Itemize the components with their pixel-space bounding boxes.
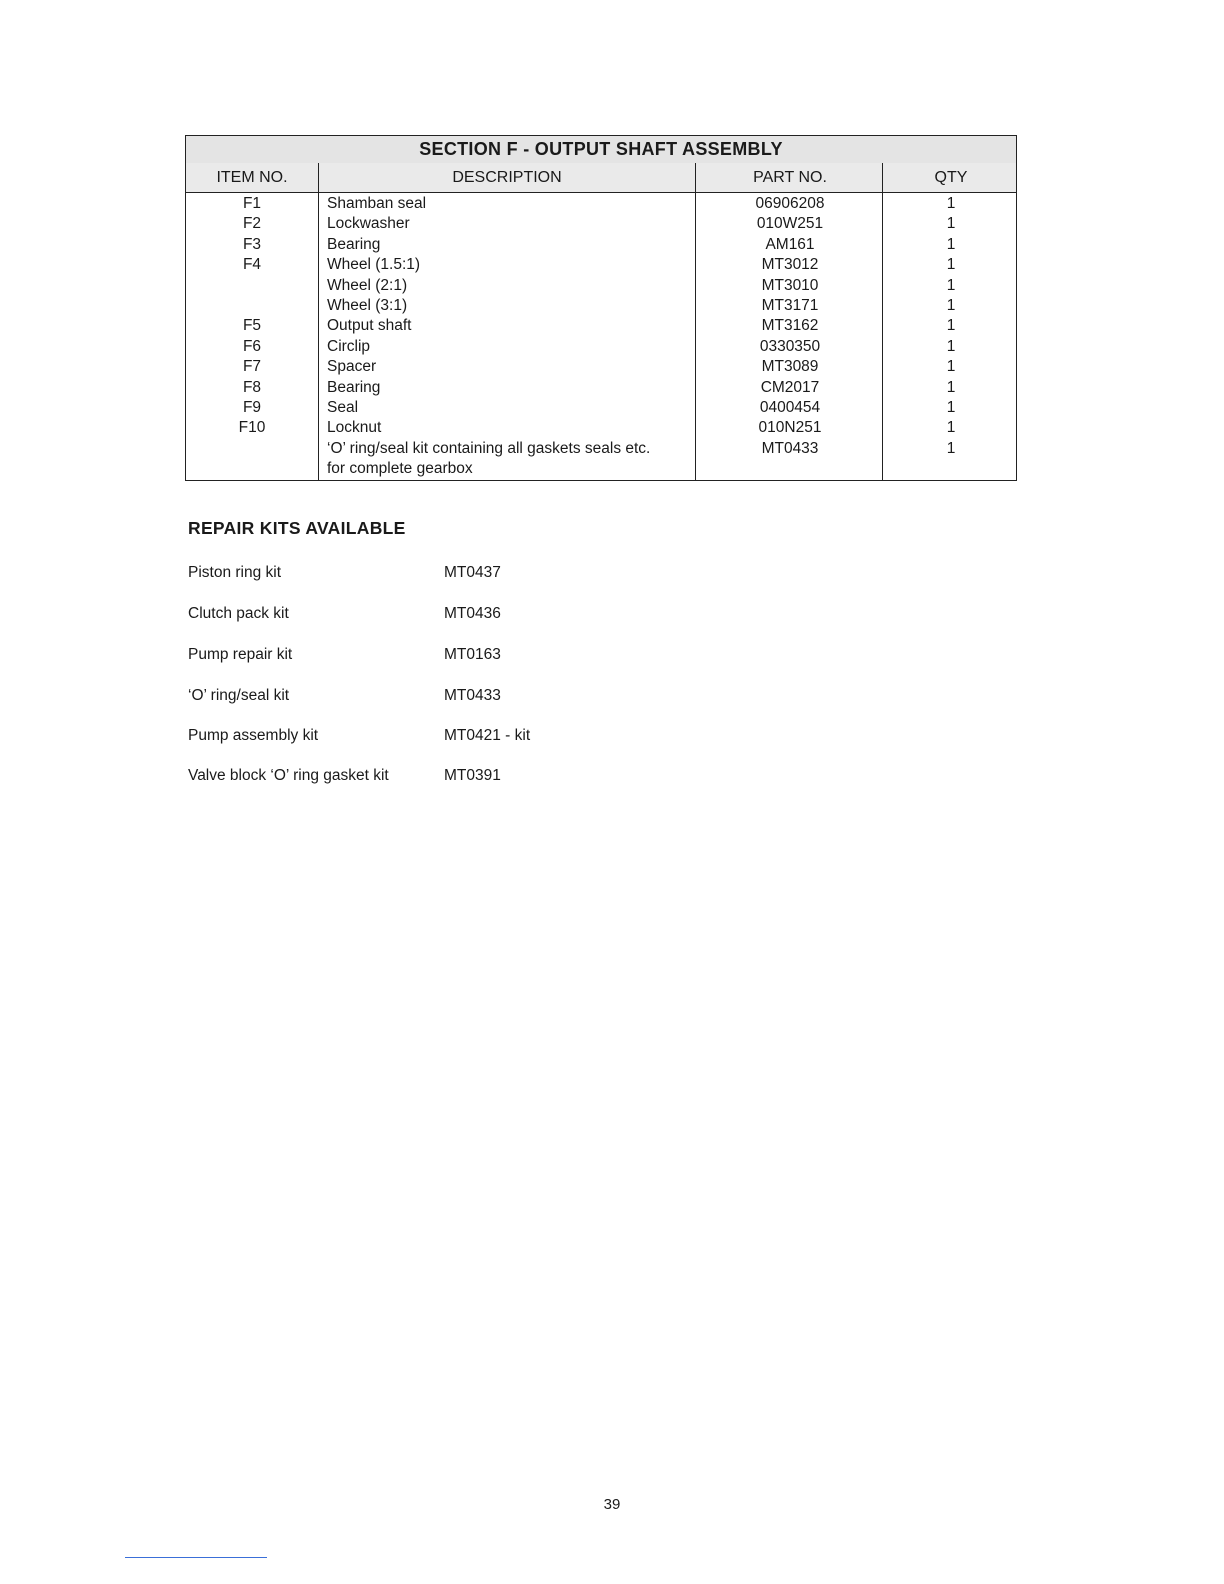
table-row (186, 194, 1016, 214)
repair-kit-row (188, 562, 688, 584)
table-row (186, 276, 1016, 296)
qty-cell: 1 (946, 235, 956, 253)
kit-part-no: MT0163 (444, 646, 501, 663)
table-row (186, 398, 1016, 418)
table-row (186, 235, 1016, 255)
header-part-no: PART NO. (753, 169, 827, 186)
description-cell: Spacer (327, 358, 377, 376)
description-cell: Circlip (327, 337, 371, 355)
table-row (186, 337, 1016, 357)
description-cell: Wheel (3:1) (327, 296, 408, 314)
kit-name: Pump repair kit (188, 646, 293, 663)
qty-cell: 1 (946, 378, 956, 396)
part-no-cell: 0400454 (759, 398, 821, 416)
item-no-cell: F3 (242, 235, 262, 253)
repair-kit-row (188, 603, 688, 625)
kit-part-no: MT0433 (444, 687, 501, 704)
qty-cell: 1 (946, 195, 956, 212)
page-number: 39 (603, 1496, 621, 1513)
part-no-cell: 0330350 (759, 337, 821, 355)
kit-part-no: MT0437 (444, 564, 501, 581)
description-cell: Bearing (327, 378, 381, 396)
description-cell: Lockwasher (327, 215, 410, 233)
part-no-cell: MT3162 (761, 317, 819, 335)
description-cell: ‘O’ ring/seal kit containing all gaskets seals etc. (327, 439, 651, 457)
qty-cell: 1 (946, 419, 956, 437)
item-no-cell: F5 (242, 317, 262, 335)
table-row (186, 459, 1016, 479)
qty-cell: 1 (946, 215, 956, 233)
repair-kit-row (188, 725, 688, 747)
item-no-cell: F4 (242, 256, 262, 274)
part-no-cell: MT0433 (761, 439, 819, 457)
repair-kit-row (188, 685, 688, 707)
description-cell: Bearing (327, 235, 381, 253)
kit-part-no: MT0421 - kit (444, 727, 531, 744)
header-qty: QTY (934, 169, 968, 186)
item-no-cell: F6 (242, 337, 262, 355)
kit-name: Valve block ‘O’ ring gasket kit (188, 767, 389, 784)
table-body (186, 194, 1016, 479)
repair-kit-row (188, 765, 688, 787)
item-no-cell: F10 (238, 419, 266, 437)
table-row (186, 378, 1016, 398)
kit-name: Pump assembly kit (188, 727, 319, 744)
qty-cell: 1 (946, 276, 956, 294)
part-no-cell: AM161 (765, 235, 815, 253)
header-description: DESCRIPTION (452, 169, 562, 186)
qty-cell: 1 (946, 317, 956, 335)
table-row (186, 255, 1016, 275)
item-no-cell: F7 (242, 358, 262, 376)
item-no-cell: F9 (242, 398, 262, 416)
kit-part-no: MT0436 (444, 605, 501, 622)
footer-rule (125, 1557, 267, 1558)
qty-cell: 1 (946, 358, 956, 376)
part-no-cell: MT3012 (761, 256, 819, 274)
kit-name: Piston ring kit (188, 564, 282, 581)
item-no-cell: F1 (242, 195, 262, 212)
qty-cell: 1 (946, 398, 956, 416)
header-item-no: ITEM NO. (216, 169, 288, 186)
description-cell: Wheel (1.5:1) (327, 256, 421, 274)
item-no-cell: F2 (242, 215, 262, 233)
part-no-cell: CM2017 (760, 378, 820, 396)
description-cell: Output shaft (327, 317, 412, 335)
part-no-cell: 010W251 (756, 215, 824, 233)
description-cell: Seal (327, 398, 359, 416)
table-row (186, 296, 1016, 316)
part-no-cell: MT3171 (761, 296, 819, 314)
description-cell: Locknut (327, 419, 382, 437)
part-no-cell: MT3010 (761, 276, 819, 294)
item-no-cell: F8 (242, 378, 262, 396)
qty-cell: 1 (946, 296, 956, 314)
description-cell: Wheel (2:1) (327, 276, 408, 294)
kit-part-no: MT0391 (444, 767, 501, 784)
repair-kit-row (188, 644, 688, 666)
qty-cell: 1 (946, 439, 956, 457)
description-cell: Shamban seal (327, 195, 427, 212)
part-no-cell: 06906208 (755, 195, 825, 212)
table-row (186, 418, 1016, 438)
repair-kits-heading: REPAIR KITS AVAILABLE (188, 518, 406, 538)
qty-cell: 1 (946, 337, 956, 355)
table-row (186, 316, 1016, 336)
description-cell: for complete gearbox (327, 460, 473, 478)
parts-table (185, 135, 1017, 481)
part-no-cell: MT3089 (761, 358, 819, 376)
qty-cell: 1 (946, 256, 956, 274)
table-row (186, 214, 1016, 234)
table-title: SECTION F - OUTPUT SHAFT ASSEMBLY (186, 136, 1016, 164)
part-no-cell: 010N251 (758, 419, 822, 437)
table-header-row (186, 163, 1016, 193)
table-row (186, 439, 1016, 459)
kit-name: ‘O’ ring/seal kit (188, 687, 290, 704)
kit-name: Clutch pack kit (188, 605, 289, 622)
table-row (186, 357, 1016, 377)
